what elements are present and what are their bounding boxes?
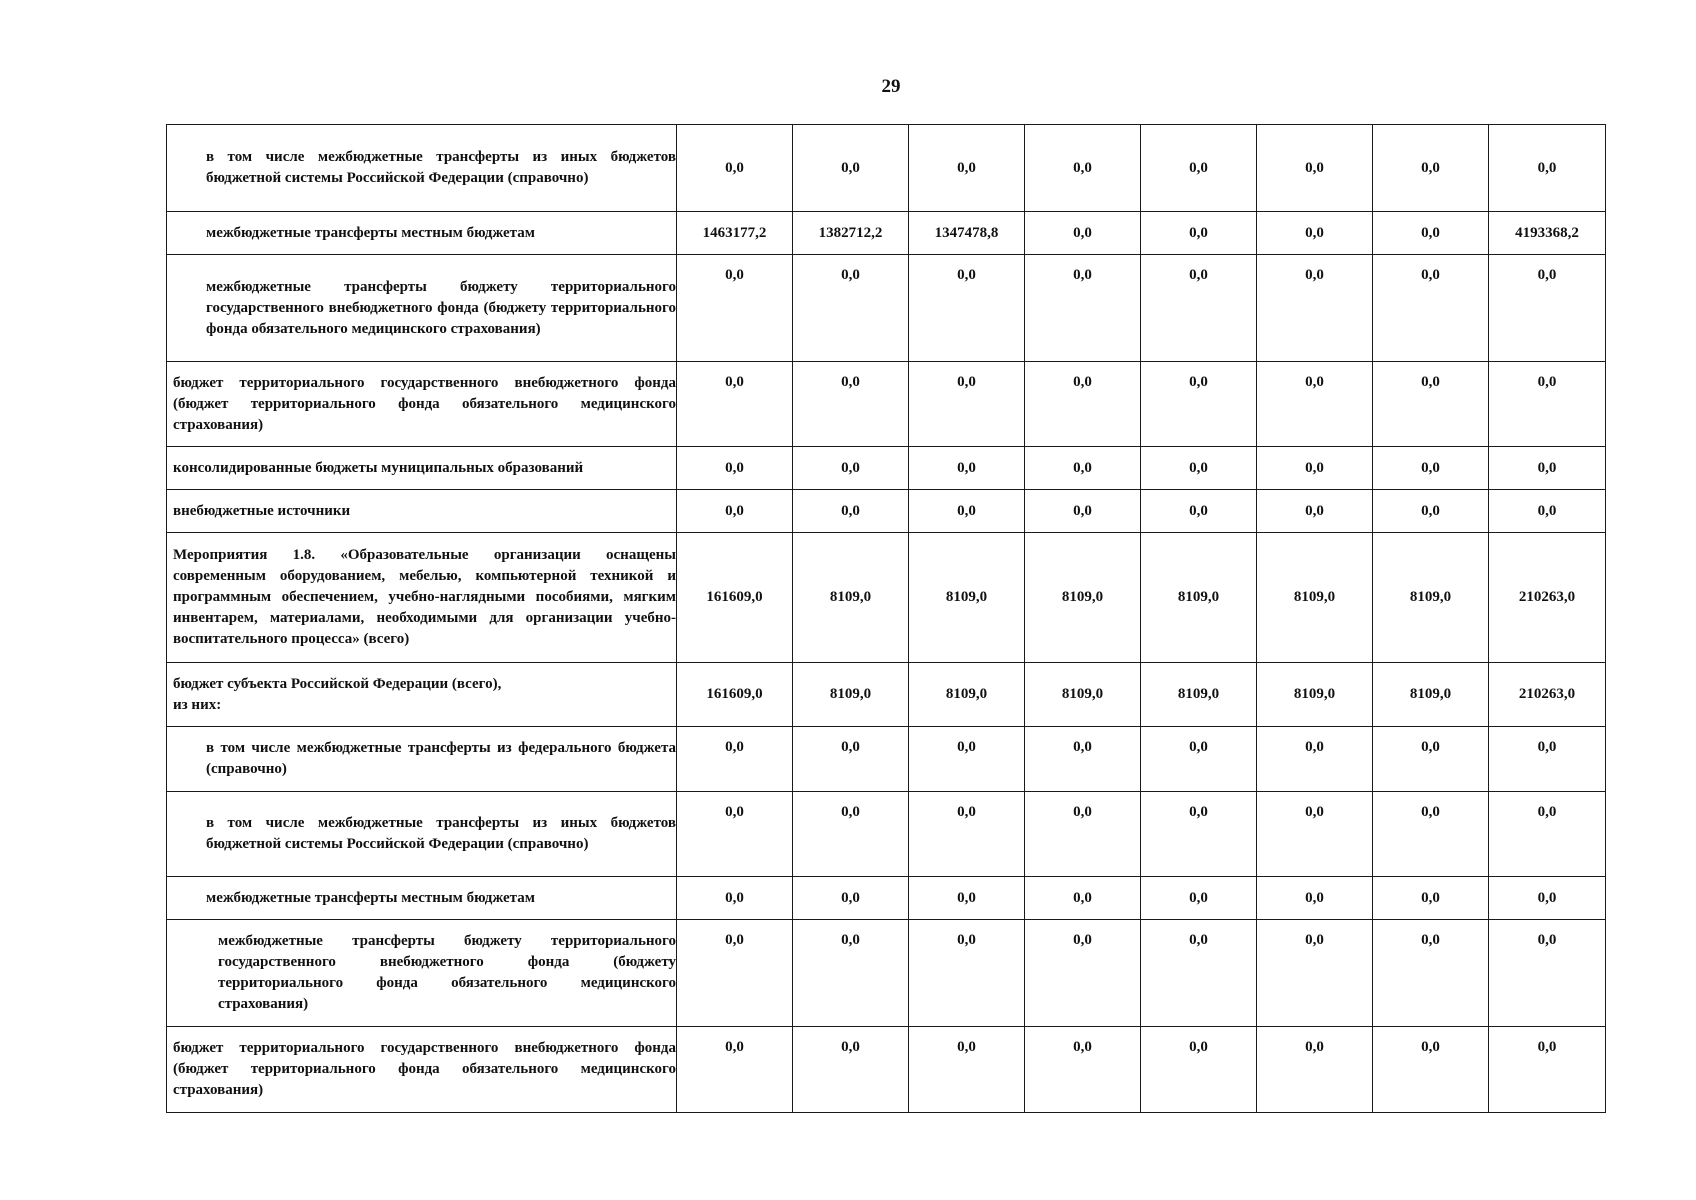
row-label: межбюджетные трансферты бюджету территориального государственного внебюджетного фонда (бюджету территориального фонда обязательного медицинского страхования) [167,920,677,1027]
value-cell: 0,0 [793,920,909,1027]
value-cell: 0,0 [909,727,1025,792]
value-cell: 0,0 [1141,255,1257,362]
value-cell: 0,0 [1489,727,1606,792]
value-cell: 0,0 [1141,877,1257,920]
value-cell: 8109,0 [1141,533,1257,663]
value-cell: 0,0 [1373,727,1489,792]
value-cell: 8109,0 [1141,663,1257,727]
table-row [167,877,1606,920]
value-cell: 0,0 [1025,1027,1141,1113]
value-cell: 0,0 [1025,877,1141,920]
value-cell: 0,0 [677,362,793,447]
value-cell: 8109,0 [793,533,909,663]
value-cell: 0,0 [677,255,793,362]
table-row [167,255,1606,362]
row-label: межбюджетные трансферты местным бюджетам [167,212,677,255]
value-cell: 0,0 [1489,920,1606,1027]
value-cell: 0,0 [1141,490,1257,533]
value-cell: 0,0 [677,877,793,920]
row-label: межбюджетные трансферты местным бюджетам [167,877,677,920]
value-cell: 0,0 [1141,1027,1257,1113]
value-cell: 0,0 [909,920,1025,1027]
value-cell: 0,0 [1489,490,1606,533]
value-cell: 1463177,2 [677,212,793,255]
value-cell: 8109,0 [1257,533,1373,663]
value-cell: 0,0 [1141,212,1257,255]
value-cell: 0,0 [1257,212,1373,255]
value-cell: 0,0 [909,877,1025,920]
value-cell: 0,0 [793,792,909,877]
value-cell: 0,0 [1373,792,1489,877]
table-row [167,727,1606,792]
table-row [167,663,1606,727]
value-cell: 161609,0 [677,663,793,727]
value-cell: 0,0 [1257,727,1373,792]
row-label: в том числе межбюджетные трансферты из иных бюджетов бюджетной системы Российской Федерации (справочно) [167,792,677,877]
table-row [167,447,1606,490]
value-cell: 8109,0 [1373,663,1489,727]
value-cell: 0,0 [1141,125,1257,212]
value-cell: 0,0 [1025,920,1141,1027]
table-row [167,920,1606,1027]
value-cell: 0,0 [1373,490,1489,533]
value-cell: 0,0 [1025,490,1141,533]
value-cell: 0,0 [1489,362,1606,447]
value-cell: 0,0 [909,362,1025,447]
value-cell: 0,0 [1257,920,1373,1027]
value-cell: 0,0 [1489,255,1606,362]
value-cell: 0,0 [1141,362,1257,447]
value-cell: 0,0 [793,362,909,447]
row-label: консолидированные бюджеты муниципальных образований [167,447,677,490]
value-cell: 0,0 [677,490,793,533]
value-cell: 0,0 [1373,362,1489,447]
value-cell: 210263,0 [1489,663,1606,727]
value-cell: 0,0 [1141,727,1257,792]
value-cell: 0,0 [1257,1027,1373,1113]
value-cell: 0,0 [1489,792,1606,877]
value-cell: 0,0 [909,447,1025,490]
table-row [167,533,1606,663]
value-cell: 1347478,8 [909,212,1025,255]
value-cell: 0,0 [1489,447,1606,490]
value-cell: 8109,0 [1025,663,1141,727]
value-cell: 0,0 [1025,255,1141,362]
value-cell: 0,0 [793,447,909,490]
value-cell: 0,0 [793,727,909,792]
row-label: бюджет территориального государственного внебюджетного фонда (бюджет территориального фонда обязательного медицинского страхования) [167,1027,677,1113]
value-cell: 8109,0 [1257,663,1373,727]
value-cell: 0,0 [677,727,793,792]
row-label: межбюджетные трансферты бюджету территориального государственного внебюджетного фонда (бюджету территориального фонда обязательного медицинского страхования) [167,255,677,362]
value-cell: 0,0 [677,1027,793,1113]
value-cell: 0,0 [1257,447,1373,490]
value-cell: 0,0 [1141,447,1257,490]
value-cell: 0,0 [1373,920,1489,1027]
value-cell: 210263,0 [1489,533,1606,663]
row-label: бюджет территориального государственного внебюджетного фонда (бюджет территориального фонда обязательного медицинского страхования) [167,362,677,447]
value-cell: 0,0 [1025,125,1141,212]
value-cell: 0,0 [909,125,1025,212]
value-cell: 0,0 [909,490,1025,533]
value-cell: 0,0 [1373,212,1489,255]
row-label: внебюджетные источники [167,490,677,533]
table-body [167,125,1606,1113]
value-cell: 0,0 [793,1027,909,1113]
value-cell: 8109,0 [1373,533,1489,663]
value-cell: 0,0 [1489,877,1606,920]
value-cell: 0,0 [1257,125,1373,212]
table-row [167,362,1606,447]
value-cell: 0,0 [677,447,793,490]
value-cell: 0,0 [793,877,909,920]
value-cell: 0,0 [1489,125,1606,212]
value-cell: 0,0 [1257,255,1373,362]
value-cell: 0,0 [1373,1027,1489,1113]
value-cell: 0,0 [909,792,1025,877]
budget-table [166,124,1606,1113]
value-cell: 0,0 [1489,1027,1606,1113]
value-cell: 0,0 [1373,125,1489,212]
row-label: в том числе межбюджетные трансферты из иных бюджетов бюджетной системы Российской Федерации (справочно) [167,125,677,212]
page-number: 29 [881,76,901,97]
value-cell: 0,0 [677,920,793,1027]
value-cell: 1382712,2 [793,212,909,255]
value-cell: 0,0 [1141,920,1257,1027]
table-row [167,125,1606,212]
table-row [167,212,1606,255]
value-cell: 0,0 [1025,212,1141,255]
row-label: в том числе межбюджетные трансферты из федерального бюджета (справочно) [167,727,677,792]
value-cell: 0,0 [1025,727,1141,792]
value-cell: 0,0 [1025,792,1141,877]
value-cell: 0,0 [793,125,909,212]
row-label: Мероприятия 1.8. «Образовательные организации оснащены современным оборудованием, мебелью, компьютерной техникой и программным обеспечением, учебно-наглядными пособиями, мягким инвентарем, материалами, необходимыми для организации учебно-воспитательного процесса» (всего) [167,533,677,663]
value-cell: 8109,0 [909,533,1025,663]
value-cell: 8109,0 [793,663,909,727]
value-cell: 0,0 [1141,792,1257,877]
table-row [167,792,1606,877]
value-cell: 4193368,2 [1489,212,1606,255]
value-cell: 0,0 [793,490,909,533]
value-cell: 0,0 [1257,490,1373,533]
value-cell: 0,0 [909,1027,1025,1113]
value-cell: 0,0 [677,125,793,212]
row-label: бюджет субъекта Российской Федерации (всего), из них: [167,663,677,727]
value-cell: 0,0 [1257,877,1373,920]
value-cell: 0,0 [1373,255,1489,362]
value-cell: 0,0 [1373,877,1489,920]
table-row [167,490,1606,533]
value-cell: 0,0 [1025,447,1141,490]
value-cell: 161609,0 [677,533,793,663]
value-cell: 0,0 [677,792,793,877]
value-cell: 0,0 [1257,792,1373,877]
table-row [167,1027,1606,1113]
value-cell: 0,0 [1257,362,1373,447]
value-cell: 0,0 [1373,447,1489,490]
value-cell: 8109,0 [909,663,1025,727]
value-cell: 0,0 [793,255,909,362]
value-cell: 0,0 [909,255,1025,362]
value-cell: 8109,0 [1025,533,1141,663]
value-cell: 0,0 [1025,362,1141,447]
